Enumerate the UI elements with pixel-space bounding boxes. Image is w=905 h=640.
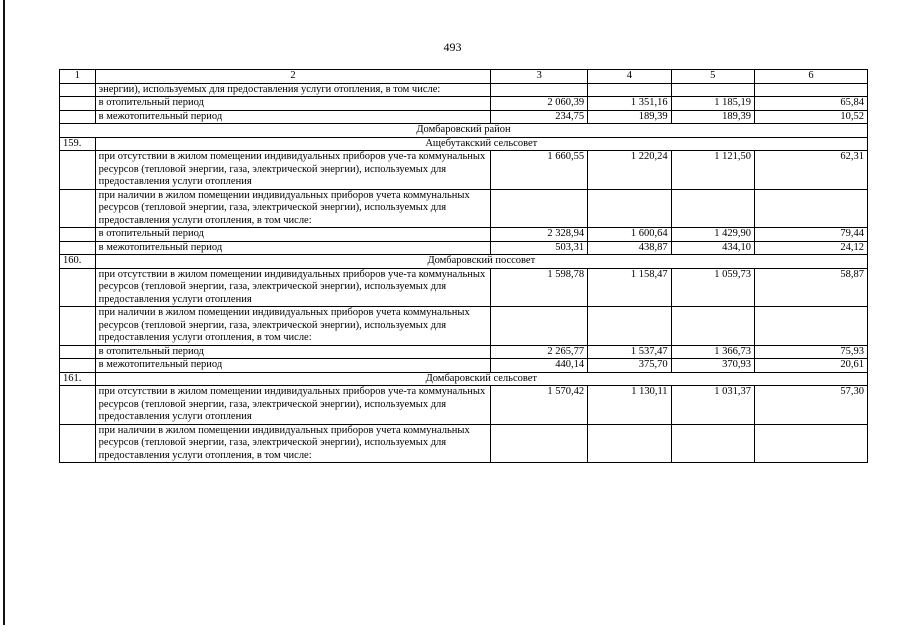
table-row: [60, 386, 868, 425]
table-row: [60, 268, 868, 307]
description-cell: в отопительный период: [95, 345, 491, 359]
value-cell-4: 1 600,64: [588, 228, 671, 242]
value-cell-3: 2 060,39: [491, 97, 588, 111]
value-cell-3: 1 660,55: [491, 151, 588, 190]
tariff-table: [59, 69, 868, 463]
value-cell-6: 10,52: [755, 110, 868, 124]
row-number-cell: [60, 83, 96, 97]
value-cell-6: 62,31: [755, 151, 868, 190]
description-cell: в межотопительный период: [95, 241, 491, 255]
table-row: [60, 241, 868, 255]
table-row: [60, 189, 868, 228]
value-cell-3: 1 570,42: [491, 386, 588, 425]
value-cell-3: 1 598,78: [491, 268, 588, 307]
value-cell-3: 440,14: [491, 359, 588, 373]
table-row: [60, 110, 868, 124]
value-cell-4: [588, 189, 671, 228]
value-cell-6: 20,61: [755, 359, 868, 373]
value-cell-4: 1 220,24: [588, 151, 671, 190]
section-title: Домбаровский сельсовет: [95, 372, 867, 386]
description-cell: в отопительный период: [95, 228, 491, 242]
section-row: [60, 372, 868, 386]
table-row: [60, 228, 868, 242]
value-cell-5: 1 121,50: [671, 151, 754, 190]
value-cell-3: [491, 189, 588, 228]
value-cell-6: 58,87: [755, 268, 868, 307]
district-row: [60, 124, 868, 138]
value-cell-5: 1 366,73: [671, 345, 754, 359]
value-cell-4: [588, 424, 671, 463]
section-number: 160.: [60, 255, 96, 269]
row-number-cell: [60, 386, 96, 425]
header-cell: 6: [755, 70, 868, 84]
section-row: [60, 137, 868, 151]
value-cell-5: 1 429,90: [671, 228, 754, 242]
row-number-cell: [60, 97, 96, 111]
value-cell-4: 1 158,47: [588, 268, 671, 307]
value-cell-6: [755, 189, 868, 228]
page-edge-line: [3, 0, 5, 625]
description-cell: в отопительный период: [95, 97, 491, 111]
value-cell-3: [491, 83, 588, 97]
table-row: [60, 424, 868, 463]
value-cell-5: [671, 424, 754, 463]
value-cell-5: 370,93: [671, 359, 754, 373]
header-cell: 3: [491, 70, 588, 84]
description-cell: при наличии в жилом помещении индивидуальных приборов учета коммунальных ресурсов (тепловой энергии, газа, электрической энергии), используемых для предоставления услуги отопления, в том числе:: [95, 424, 491, 463]
description-cell: в межотопительный период: [95, 110, 491, 124]
value-cell-3: 503,31: [491, 241, 588, 255]
row-number-cell: [60, 151, 96, 190]
description-cell: при наличии в жилом помещении индивидуальных приборов учета коммунальных ресурсов (тепловой энергии, газа, электрической энергии), используемых для предоставления услуги отопления, в том числе:: [95, 189, 491, 228]
value-cell-3: 2 328,94: [491, 228, 588, 242]
description-cell: при наличии в жилом помещении индивидуальных приборов учета коммунальных ресурсов (тепловой энергии, газа, электрической энергии), используемых для предоставления услуги отопления, в том числе:: [95, 307, 491, 346]
district-title: Домбаровский район: [60, 124, 868, 138]
description-cell: энергии), используемых для предоставления услуги отопления, в том числе:: [95, 83, 491, 97]
section-row: [60, 255, 868, 269]
header-cell: 1: [60, 70, 96, 84]
value-cell-4: [588, 307, 671, 346]
page-number: 493: [443, 40, 462, 54]
row-number-cell: [60, 228, 96, 242]
value-cell-5: [671, 83, 754, 97]
value-cell-5: 434,10: [671, 241, 754, 255]
row-number-cell: [60, 189, 96, 228]
row-number-cell: [60, 424, 96, 463]
value-cell-6: [755, 83, 868, 97]
description-cell: при отсутствии в жилом помещении индивидуальных приборов уче-та коммунальных ресурсов (тепловой энергии, газа, электрической энергии), используемых для предоставления услуги отопления: [95, 151, 491, 190]
description-cell: при отсутствии в жилом помещении индивидуальных приборов уче-та коммунальных ресурсов (тепловой энергии, газа, электрической энергии), используемых для предоставления услуги отопления: [95, 386, 491, 425]
table-row: [60, 97, 868, 111]
table-row: [60, 345, 868, 359]
table-row: [60, 83, 868, 97]
table-body: [60, 70, 868, 463]
value-cell-4: 1 537,47: [588, 345, 671, 359]
value-cell-5: 1 031,37: [671, 386, 754, 425]
value-cell-4: 189,39: [588, 110, 671, 124]
value-cell-4: 438,87: [588, 241, 671, 255]
header-cell: 5: [671, 70, 754, 84]
value-cell-5: [671, 307, 754, 346]
header-row: [60, 70, 868, 84]
value-cell-6: 65,84: [755, 97, 868, 111]
table-row: [60, 359, 868, 373]
section-number: 159.: [60, 137, 96, 151]
value-cell-3: [491, 424, 588, 463]
value-cell-4: 375,70: [588, 359, 671, 373]
value-cell-3: 234,75: [491, 110, 588, 124]
value-cell-5: [671, 189, 754, 228]
section-title: Ащебутакский сельсовет: [95, 137, 867, 151]
value-cell-3: 2 265,77: [491, 345, 588, 359]
value-cell-6: 57,30: [755, 386, 868, 425]
row-number-cell: [60, 359, 96, 373]
value-cell-6: 24,12: [755, 241, 868, 255]
value-cell-6: [755, 424, 868, 463]
value-cell-5: 1 059,73: [671, 268, 754, 307]
row-number-cell: [60, 268, 96, 307]
value-cell-6: [755, 307, 868, 346]
table-row: [60, 151, 868, 190]
value-cell-5: 189,39: [671, 110, 754, 124]
section-number: 161.: [60, 372, 96, 386]
description-cell: в межотопительный период: [95, 359, 491, 373]
row-number-cell: [60, 241, 96, 255]
row-number-cell: [60, 307, 96, 346]
row-number-cell: [60, 345, 96, 359]
row-number-cell: [60, 110, 96, 124]
value-cell-4: 1 351,16: [588, 97, 671, 111]
header-cell: 4: [588, 70, 671, 84]
section-title: Домбаровский поссовет: [95, 255, 867, 269]
table-row: [60, 307, 868, 346]
description-cell: при отсутствии в жилом помещении индивидуальных приборов уче-та коммунальных ресурсов (тепловой энергии, газа, электрической энергии), используемых для предоставления услуги отопления: [95, 268, 491, 307]
value-cell-6: 79,44: [755, 228, 868, 242]
value-cell-5: 1 185,19: [671, 97, 754, 111]
value-cell-3: [491, 307, 588, 346]
header-cell: 2: [95, 70, 491, 84]
value-cell-6: 75,93: [755, 345, 868, 359]
value-cell-4: [588, 83, 671, 97]
value-cell-4: 1 130,11: [588, 386, 671, 425]
